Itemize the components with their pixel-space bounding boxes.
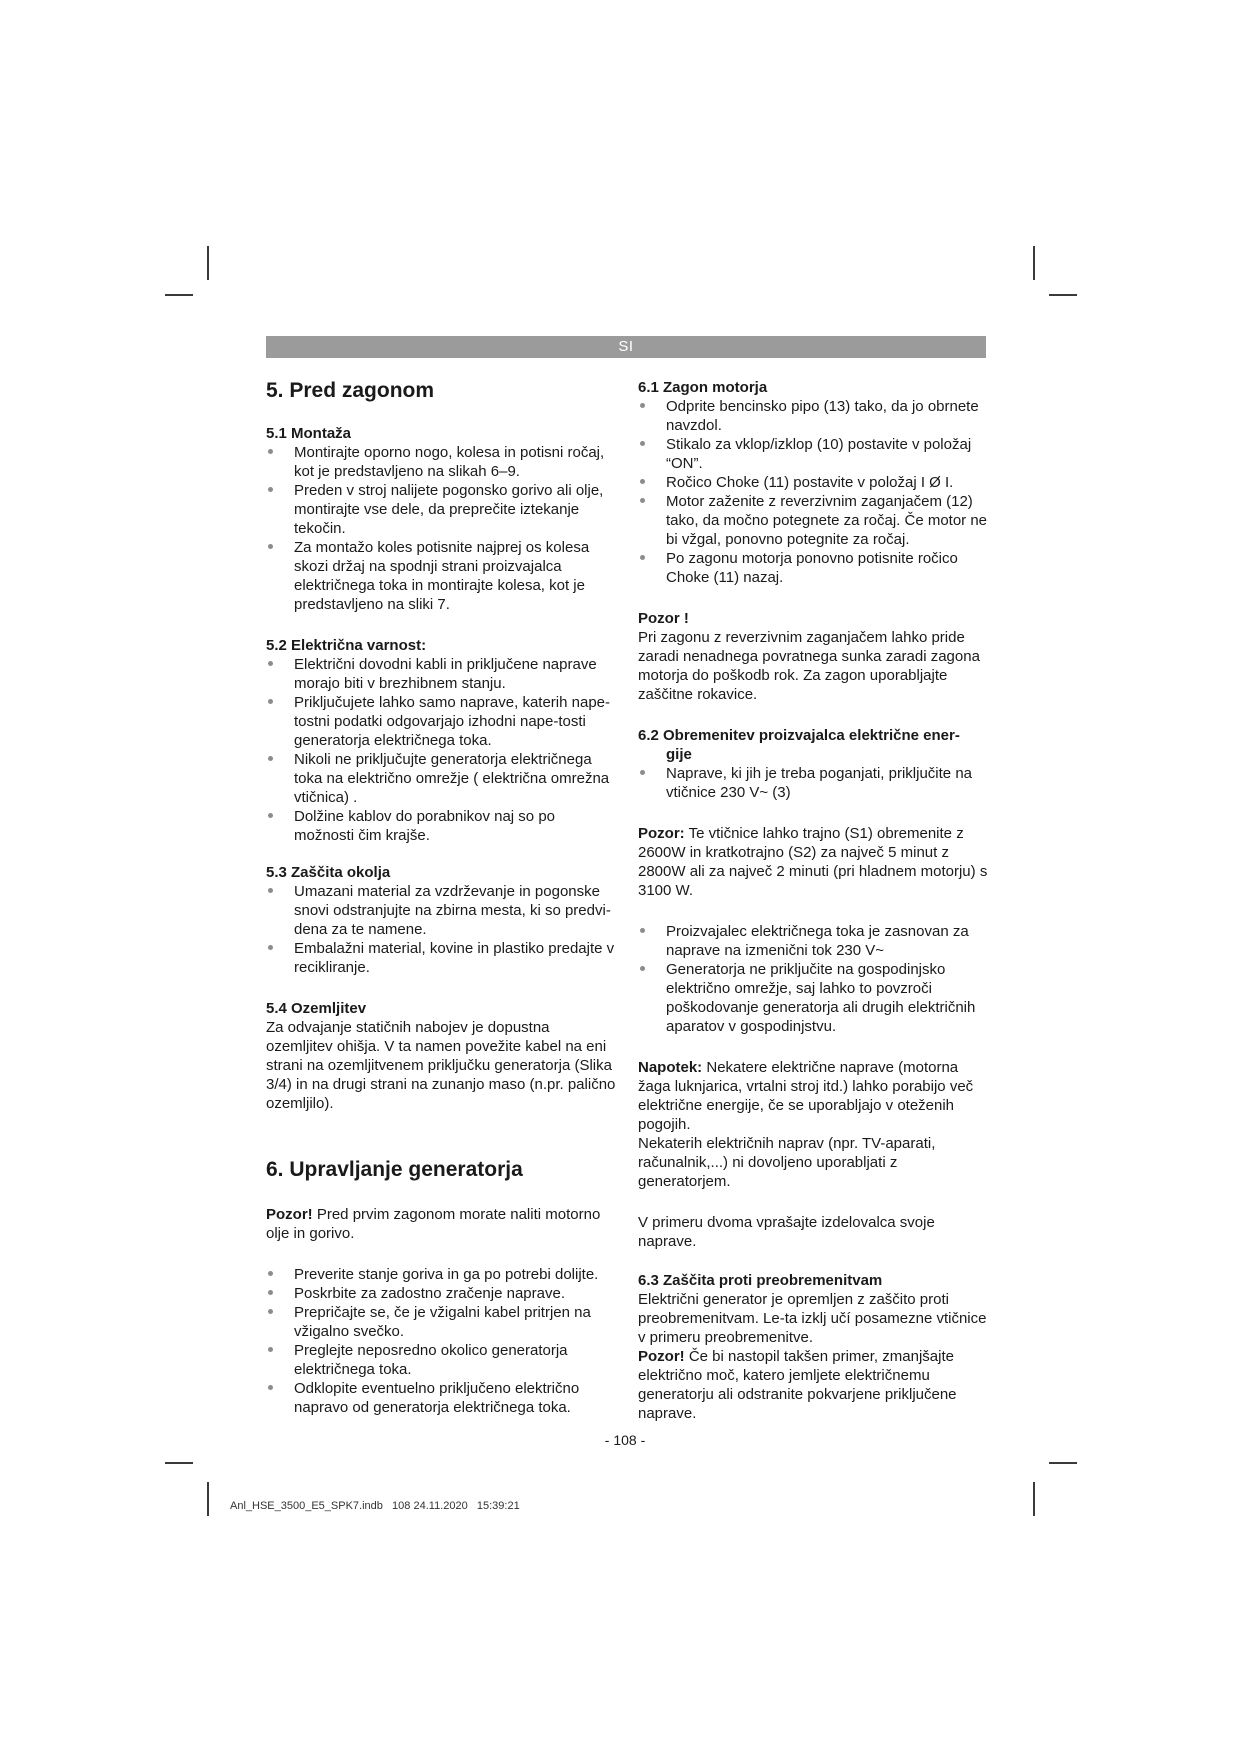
list-item: Priključujete lahko samo naprave, katerih nape-tostni podatki odgovarjajo izhodni nape-tosti generatorja električnega toka.: [266, 693, 616, 750]
warning-label: Pozor:: [638, 825, 685, 842]
bullet-icon: [640, 498, 645, 503]
note-label: Napotek:: [638, 1059, 703, 1076]
warning-text: Če bi nastopil takšen primer, zmanjšajte električno moč, katero jemljete električnemu generatorju ali odstranite pokvarjene priključene naprave.: [638, 1348, 957, 1422]
section-6-2-list-2: [638, 922, 988, 1036]
page-number: - 108 -: [604, 1432, 646, 1448]
bullet-icon: [268, 1290, 273, 1295]
warning-text: Te vtičnice lahko trajno (S1) obremenite z 2600W in kratkotrajno (S2) za največ 5 minut z 2800W ali za največ 2 minuti (pri hladnem motorju) s 3100 W.: [638, 825, 988, 899]
list-item: Poskrbite za zadostno zračenje naprave.: [266, 1284, 616, 1303]
section-5-heading: 5. Pred zagonom: [266, 379, 435, 402]
section-6-3-heading: 6.3 Zaščita proti preobremenitvam: [638, 1272, 883, 1289]
list-item: Embalažni material, kovine in plastiko predajte v recikliranje.: [266, 939, 616, 977]
list-item: Odklopite eventuelno priključeno električno napravo od generatorja električnega toka.: [266, 1379, 616, 1417]
section-5-3-list: [266, 882, 616, 977]
bullet-icon: [268, 449, 273, 454]
list-item: Dolžine kablov do porabnikov naj so po možnosti čim krajše.: [266, 807, 616, 845]
note-paragraph: [638, 1058, 988, 1134]
section-6-warning: [266, 1205, 616, 1243]
note-paragraph-2: Nekaterih električnih naprav (npr. TV-aparati, računalnik,...) ni dovoljeno uporabljati z generatorjem.: [638, 1135, 936, 1190]
list-item: Generatorja ne priključite na gospodinjsko električno omrežje, saj lahko to povzroči poškodovanje generatorja ali drugih električnih aparatov v gospodinjstvu.: [638, 960, 988, 1036]
list-item: Montirajte oporno nogo, kolesa in potisni ročaj, kot je predstavljeno na slikah 6–9.: [266, 443, 616, 481]
list-item: Ročico Choke (11) postavite v položaj I Ø I.: [638, 473, 988, 492]
warning-label: Pozor!: [266, 1206, 313, 1223]
section-5-1-list: [266, 443, 616, 614]
list-item: Po zagonu motorja ponovno potisnite ročico Choke (11) nazaj.: [638, 549, 988, 587]
bullet-icon: [268, 888, 273, 893]
section-6-3-text: Električni generator je opremljen z zaščito proti preobremenitvam. Le-ta izklj učí posamezne vtičnice v primeru preobremenitve.: [638, 1291, 987, 1346]
doubt-paragraph: V primeru dvoma vprašajte izdelovalca svoje naprave.: [638, 1214, 935, 1250]
section-5-3-heading: 5.3 Zaščita okolja: [266, 864, 391, 881]
section-5-4-heading: 5.4 Ozemljitev: [266, 1000, 367, 1017]
list-item: Odprite bencinsko pipo (13) tako, da jo obrnete navzdol.: [638, 397, 988, 435]
bullet-icon: [268, 945, 273, 950]
warning-label: Pozor!: [638, 1348, 685, 1365]
section-5-2-heading: 5.2 Električna varnost:: [266, 637, 427, 654]
bullet-icon: [268, 1309, 273, 1314]
bullet-icon: [268, 1347, 273, 1352]
heading-line: gije: [666, 746, 692, 763]
caution-heading: Pozor !: [638, 610, 689, 627]
bullet-icon: [640, 928, 645, 933]
list-item: Električni dovodni kabli in priključene naprave morajo biti v brezhibnem stanju.: [266, 655, 616, 693]
bullet-icon: [268, 813, 273, 818]
left-column: [266, 370, 616, 1417]
crop-mark: [1049, 294, 1077, 296]
crop-mark: [165, 1462, 193, 1464]
list-item: Umazani material za vzdrževanje in pogonske snovi odstranjujte na zbirna mesta, ki so predvi-dena za te namene.: [266, 882, 616, 939]
print-imprint: Anl_HSE_3500_E5_SPK7.indb 108 24.11.2020 15:39:21: [230, 1500, 520, 1512]
bullet-icon: [268, 544, 273, 549]
bullet-icon: [268, 1385, 273, 1390]
crop-mark: [165, 294, 193, 296]
bullet-icon: [640, 441, 645, 446]
bullet-icon: [268, 699, 273, 704]
bullet-icon: [640, 966, 645, 971]
list-item: Stikalo za vklop/izklop (10) postavite v položaj “ON”.: [638, 435, 988, 473]
section-6-2-list: [638, 764, 988, 802]
right-column: [638, 378, 988, 1423]
bullet-icon: [268, 756, 273, 761]
bullet-icon: [640, 479, 645, 484]
bullet-icon: [268, 661, 273, 666]
list-item: Proizvajalec električnega toka je zasnovan za naprave na izmenični tok 230 V~: [638, 922, 988, 960]
section-6-heading: 6. Upravljanje generatorja: [266, 1158, 523, 1181]
load-warning: [638, 824, 988, 900]
bullet-icon: [640, 403, 645, 408]
crop-mark: [1033, 246, 1035, 280]
section-6-1-list: [638, 397, 988, 587]
bullet-icon: [640, 770, 645, 775]
section-6-list: [266, 1265, 616, 1417]
crop-mark: [207, 1482, 209, 1516]
crop-mark: [207, 246, 209, 280]
section-5-4-text: Za odvajanje statičnih nabojev je dopustna ozemljitev ohišja. V ta namen povežite kabel na eni strani na ozemljitvenem priključku generatorja (Slika 3/4) in na drugi strani na zunanjo maso (n.pr. palično ozemljilo).: [266, 1019, 616, 1112]
list-item: Motor zaženite z reverzivnim zaganjačem (12) tako, da močno potegnete za ročaj. Če motor ne bi vžgal, ponovno potegnite za ročaj.: [638, 492, 988, 549]
language-header-bar: SI: [266, 336, 986, 358]
note-text: Nekatere električne naprave (motorna žaga luknjarica, vrtalni stroj itd.) lahko porabijo več električne energije, če se uporabljajo v oteženih pogojih.: [638, 1059, 974, 1133]
crop-mark: [1049, 1462, 1077, 1464]
list-item: Nikoli ne priključujte generatorja električnega toka na električno omrežje ( električna omrežna vtičnica) .: [266, 750, 616, 807]
bullet-icon: [268, 487, 273, 492]
section-5-1-heading: 5.1 Montaža: [266, 425, 352, 442]
bullet-icon: [268, 1271, 273, 1276]
list-item: Prepričajte se, če je vžigalni kabel pritrjen na vžigalno svečko.: [266, 1303, 616, 1341]
crop-mark: [1033, 1482, 1035, 1516]
list-item: Naprave, ki jih je treba poganjati, priključite na vtičnice 230 V~ (3): [638, 764, 988, 802]
warning-text: Pred prvim zagonom morate naliti motorno olje in gorivo.: [266, 1206, 601, 1242]
section-5-2-list: [266, 655, 616, 845]
list-item: Za montažo koles potisnite najprej os kolesa skozi držaj na spodnji strani proizvajalca električnega toka in montirajte kolesa, kot je predstavljeno na sliki 7.: [266, 538, 616, 614]
heading-line: 6.2 Obremenitev proizvajalca električne ener-: [638, 727, 960, 744]
caution-text: Pri zagonu z reverzivnim zaganjačem lahko pride zaradi nenadnega povratnega sunka zaradi zagona motorja do poškodb rok. Za zagon uporabljajte zaščitne rokavice.: [638, 629, 980, 703]
section-6-2-heading: [638, 726, 988, 764]
list-item: Preden v stroj nalijete pogonsko gorivo ali olje, montirajte vse dele, da preprečite iztekanje tekočin.: [266, 481, 616, 538]
list-item: Preverite stanje goriva in ga po potrebi dolijte.: [266, 1265, 616, 1284]
section-6-1-heading: 6.1 Zagon motorja: [638, 379, 768, 396]
overload-warning: [638, 1347, 988, 1423]
bullet-icon: [640, 555, 645, 560]
list-item: Preglejte neposredno okolico generatorja električnega toka.: [266, 1341, 616, 1379]
